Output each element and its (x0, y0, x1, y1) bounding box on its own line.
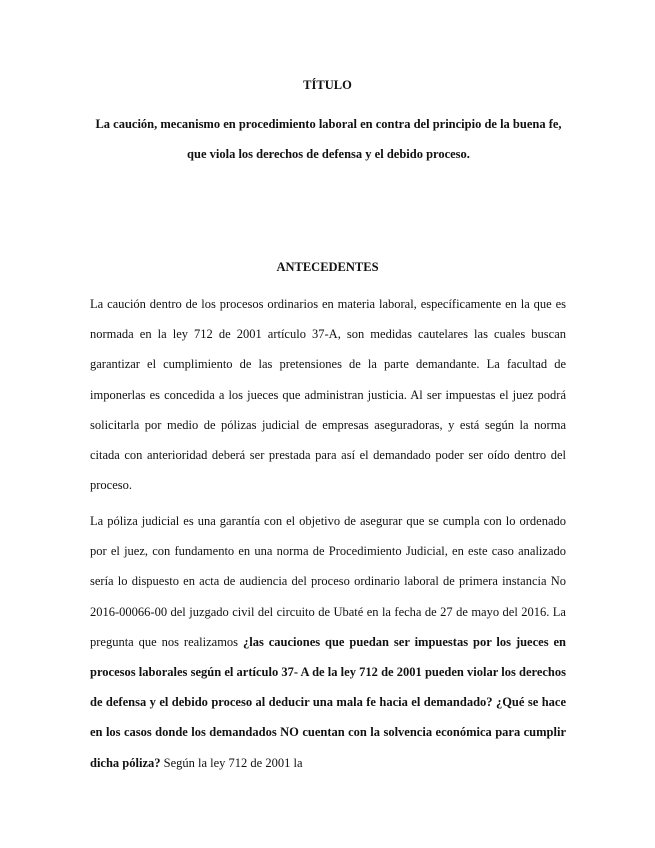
document-title: La caución, mecanismo en procedimiento laboral en contra del principio de la buena fe, que viola los derechos de defensa y el debido proceso. (95, 117, 562, 161)
research-question: ¿las cauciones que puedan ser impuestas por los jueces en procesos laborales según el artículo 37- A de la ley 712 de 2001 pueden violar los derechos de defensa y el debido proceso al deducir una mala fe hacia el demandado? ¿Qué se hace en los casos donde los demandados NO cuentan con la solvencia económica para cumplir dicha póliza? (90, 634, 566, 770)
paragraph-2-tail: Según la ley 712 de 2001 la (160, 755, 303, 770)
paragraph-2 (90, 506, 566, 778)
paragraph-1: La caución dentro de los procesos ordinarios en materia laboral, específicamente en la que es normada en la ley 712 de 2001 artículo 37-A, son medidas cautelares las cuales buscan garantizar el cumplimiento de las pretensiones de la parte demandante. La facultad de imponerlas es concedida a los jueces que administran justicia. Al ser impuestas el juez podrá solicitarla por medio de pólizas judicial de empresas aseguradoras, y está según la norma citada con anterioridad deberá ser prestada para así el demandado poder ser oído dentro del proceso. (90, 297, 566, 493)
section-heading-antecedentes: ANTECEDENTES (276, 260, 379, 274)
title-heading: TÍTULO (303, 78, 352, 92)
paragraph-2-intro: La póliza judicial es una garantía con el objetivo de asegurar que se cumpla con lo ordenado por el juez, con fundamento en una norma de Procedimiento Judicial, en este caso analizado sería lo dispuesto en acta de audiencia del proceso ordinario laboral de primera instancia No 2016-00066-00 del juzgado civil del circuito de Ubaté en la fecha de 27 de mayo del 2016. La pregunta que nos realizamos (90, 514, 566, 649)
